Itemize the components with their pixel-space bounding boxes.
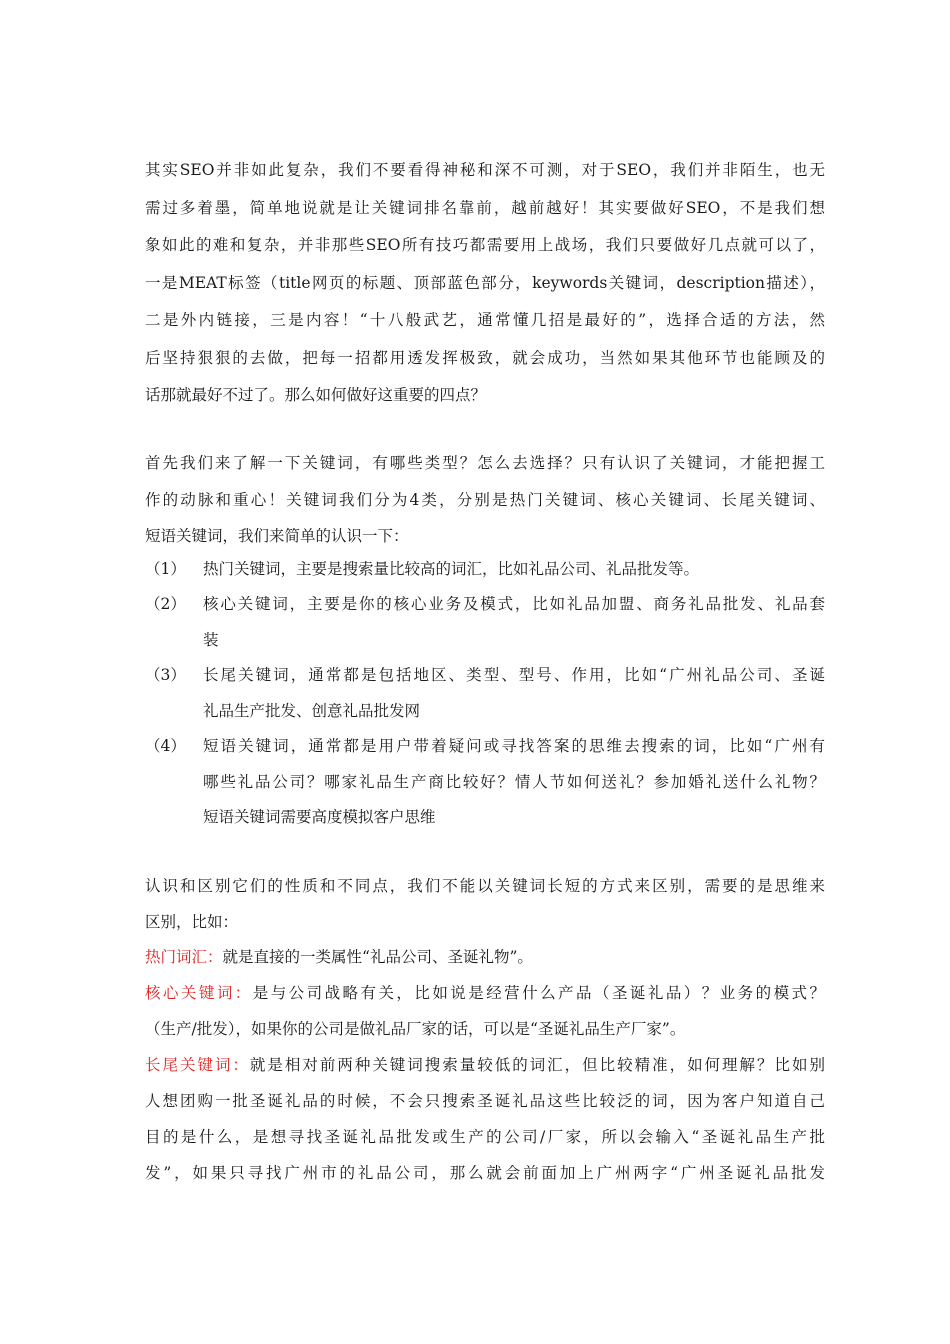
list-text-line: 核心关键词，主要是你的核心业务及模式，比如礼品加盟、商务礼品批发、礼品套 [203,595,825,613]
text-line: 目的是什么，是想寻找圣诞礼品批发或生产的公司/厂家，所以会输入“圣诞礼品生产批 [145,1128,825,1146]
list-text-line: 热门关键词，主要是搜索量比较高的词汇，比如礼品公司、礼品批发等。 [203,559,700,578]
list-text-line: 长尾关键词，通常都是包括地区、类型、型号、作用，比如“广州礼品公司、圣诞 [203,666,825,684]
text-line: 短语关键词，我们来简单的认识一下： [145,526,409,545]
list-number: （2） [145,595,186,613]
list-item [145,729,825,836]
keywords-intro-paragraph [145,445,825,552]
text-line: 作的动脉和重心！关键词我们分为4类，分别是热门关键词、核心关键词、长尾关键词、 [145,491,825,509]
text-line: 发”，如果只寻找广州市的礼品公司，那么就会前面加上广州两字“广州圣诞礼品批发 [145,1164,825,1182]
distinguish-paragraph [145,868,825,940]
definition-text: 就是直接的一类属性“礼品公司、圣诞礼物”。 [222,948,533,966]
definition-text: 就是相对前两种关键词搜索量较低的词汇，但比较精准，如何理解？比如别 [249,1056,825,1074]
text-line: 需过多着墨，简单地说就是让关键词排名靠前，越前越好！其实要做好SEO，不是我们想 [145,198,825,217]
list-item [145,658,825,729]
list-item [145,587,825,658]
keyword-type-list [145,552,825,836]
text-line: 一是MEAT标签（title网页的标题、顶部蓝色部分，keywords关键词，description描述）， [145,273,825,292]
text-line: （生产/批发），如果你的公司是做礼品厂家的话，可以是“圣诞礼品生产厂家”。 [145,1020,686,1038]
definition-label-longtail: 长尾关键词： [145,1056,250,1074]
paragraph-gap [145,415,825,445]
paragraph-gap [145,836,825,868]
text-line: 话那就最好不过了。那么如何做好这重要的四点？ [145,386,487,404]
list-number: （4） [145,737,186,755]
definition-longtail [145,1047,825,1083]
definition-label-core: 核心关键词： [145,984,253,1002]
list-text-line: 礼品生产批发、创意礼品批发网 [203,701,421,720]
list-number: （3） [145,666,186,684]
text-line: 首先我们来了解一下关键词，有哪些类型？怎么去选择？只有认识了关键词，才能把握工 [145,453,825,472]
list-text-line: 装 [203,630,219,649]
text-line: 区别，比如： [145,913,239,931]
text-line: 认识和区别它们的性质和不同点，我们不能以关键词长短的方式来区别，需要的是思维来 [145,876,825,895]
list-item [145,552,825,588]
definition-hot [145,939,825,975]
list-number: （1） [145,559,186,578]
definitions [145,939,825,1191]
list-text-line: 短语关键词，通常都是用户带着疑问或寻找答案的思维去搜索的词，比如“广州有 [203,737,825,755]
text-line: 象如此的难和复杂，并非那些SEO所有技巧都需要用上战场，我们只要做好几点就可以了， [145,236,825,254]
list-text-line: 短语关键词需要高度模拟客户思维 [203,808,436,826]
text-line: 其实SEO并非如此复杂，我们不要看得神秘和深不可测，对于SEO，我们并非陌生，也无 [145,161,825,179]
definition-core [145,975,825,1011]
definition-text: 是与公司战略有关，比如说是经营什么产品（圣诞礼品）？业务的模式？ [252,984,825,1002]
intro-paragraph [145,152,825,415]
list-text-line: 哪些礼品公司？哪家礼品生产商比较好？情人节如何送礼？参加婚礼送什么礼物？ [203,772,825,791]
text-line: 二是外内链接，三是内容！“十八般武艺，通常懂几招是最好的”，选择合适的方法，然 [145,311,825,329]
text-line: 后坚持狠狠的去做，把每一招都用透发挥极致，就会成功，当然如果其他环节也能顾及的 [145,348,825,367]
document-body [145,152,825,1191]
text-line: 人想团购一批圣诞礼品的时候，不会只搜索圣诞礼品这些比较泛的词，因为客户知道自己 [145,1092,825,1110]
definition-label-hot: 热门词汇： [145,948,223,966]
